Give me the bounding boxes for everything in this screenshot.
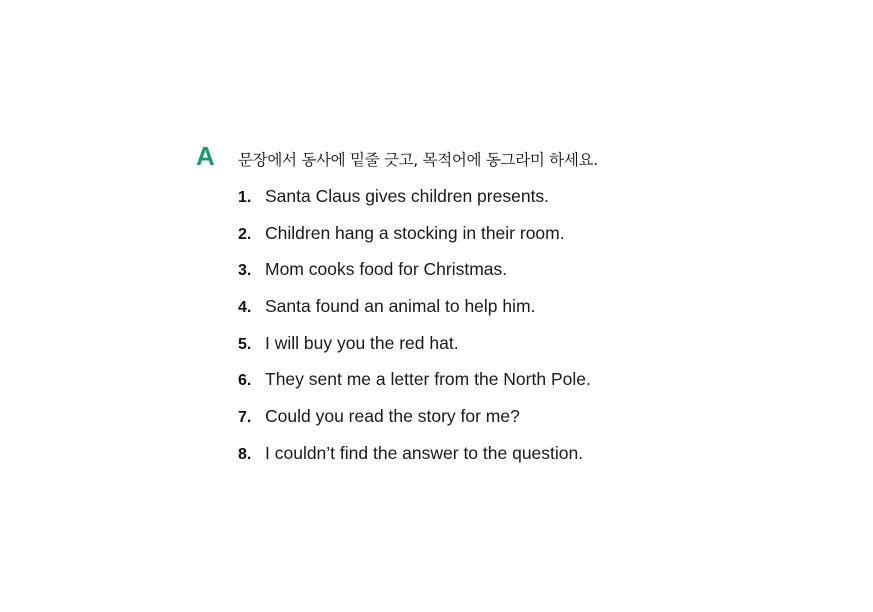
question-number: 7. [238,409,252,427]
question-text: I couldn’t find the answer to the question. [265,442,584,463]
question-item [238,406,591,443]
question-number: 1. [238,189,252,206]
question-number: 6. [238,372,252,390]
section-letter: A [196,141,215,171]
question-number: 3. [238,262,252,280]
question-text: Mom cooks food for Christmas. [265,259,508,280]
question-number: 8. [238,445,252,463]
question-item [238,333,591,370]
question-text: Santa found an animal to help him. [265,296,536,317]
question-number: 5. [238,335,252,353]
question-item [238,223,591,260]
question-number: 2. [238,225,252,243]
question-text: Children hang a stocking in their room. [265,222,565,243]
question-list [238,186,591,480]
question-text: Santa Claus gives children presents. [265,186,550,206]
question-text: I will buy you the red hat. [265,332,459,353]
question-item [238,369,591,406]
question-item [238,259,591,296]
question-text: Could you read the story for me? [265,406,520,427]
question-item [238,296,591,333]
question-item [238,186,591,223]
section-instruction: 문장에서 동사에 밑줄 긋고, 목적어에 동그라미 하세요. [238,151,598,169]
question-number: 4. [238,299,252,317]
exercise-section [196,141,598,463]
question-text: They sent me a letter from the North Pole. [265,369,591,390]
section-header [196,141,598,175]
question-item [238,443,591,480]
